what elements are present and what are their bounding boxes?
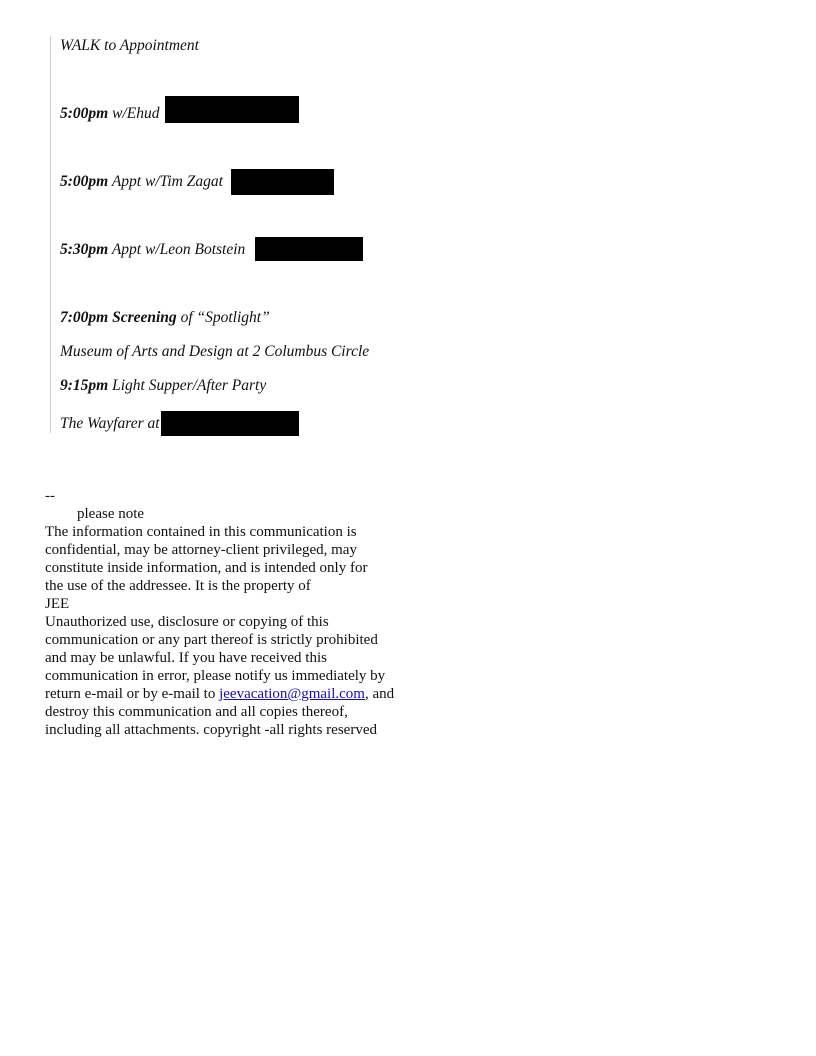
disclaimer-line: the use of the addressee. It is the property of — [45, 578, 311, 594]
redaction-bar — [165, 96, 299, 123]
disclaimer-line: confidential, may be attorney-client privileged, may — [45, 542, 357, 558]
disclaimer-heading: please note — [77, 506, 145, 522]
signature-separator: -- — [45, 488, 55, 504]
disclaimer-email-line: return e-mail or by e-mail to jeevacation@gmail.com, and — [45, 686, 395, 702]
disclaimer-line: communication or any part thereof is strictly prohibited — [45, 632, 378, 648]
schedule-block — [50, 36, 451, 433]
disclaimer-line: JEE — [45, 596, 70, 612]
schedule-entry-screening: 7:00pm Screening of “Spotlight” — [60, 309, 270, 326]
disclaimer-line: including all attachments. copyright -all rights reserved — [45, 722, 377, 738]
redaction-bar — [161, 411, 299, 436]
schedule-entry-ehud: 5:00pm w/Ehud — [60, 105, 160, 122]
entry-time: 5:00pm — [60, 173, 109, 190]
redaction-bar — [231, 169, 334, 195]
entry-time: 5:30pm — [60, 241, 109, 258]
redaction-bar — [255, 237, 363, 261]
disclaimer-line: The information contained in this communication is — [45, 524, 357, 540]
disclaimer-line: communication in error, please notify us immediately by — [45, 668, 386, 684]
disclaimer-line: destroy this communication and all copies thereof, — [45, 704, 348, 720]
schedule-entry-botstein: 5:30pm Appt w/Leon Botstein — [60, 241, 246, 258]
walk-line: WALK to Appointment — [60, 37, 199, 54]
email-link[interactable]: jeevacation@gmail.com — [219, 686, 365, 702]
email-disclaimer — [45, 487, 394, 739]
entry-time: 7:00pm — [60, 309, 109, 326]
disclaimer-line: constitute inside information, and is intended only for — [45, 560, 368, 576]
disclaimer-line: Unauthorized use, disclosure or copying of this — [45, 614, 329, 630]
schedule-entry-zagat: 5:00pm Appt w/Tim Zagat — [60, 173, 223, 190]
disclaimer-line: and may be unlawful. If you have received this — [45, 650, 327, 666]
entry-time: 9:15pm — [60, 377, 109, 394]
venue-line-2: The Wayfarer at — [60, 415, 160, 432]
entry-time: 5:00pm — [60, 105, 109, 122]
venue-line: Museum of Arts and Design at 2 Columbus Circle — [60, 343, 370, 360]
schedule-entry-supper: 9:15pm Light Supper/After Party — [60, 377, 267, 394]
